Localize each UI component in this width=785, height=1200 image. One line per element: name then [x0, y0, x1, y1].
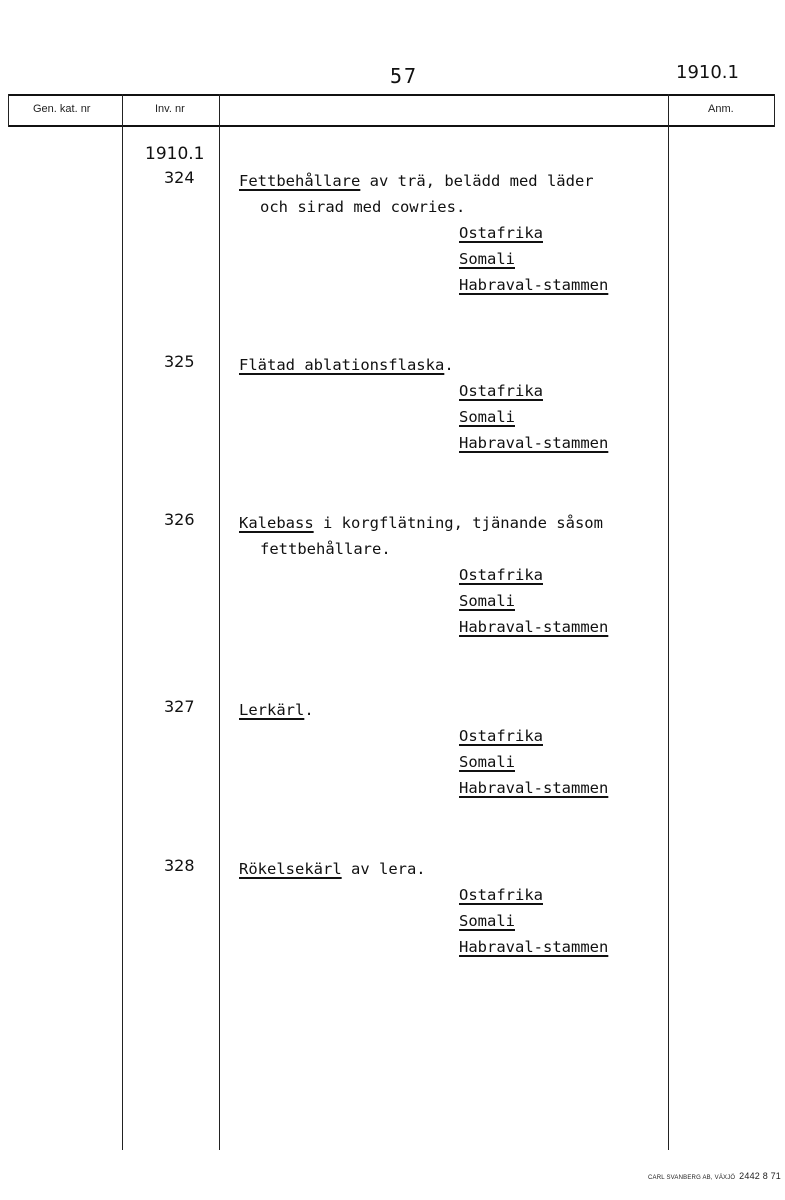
- column-divider: [219, 94, 220, 1150]
- people-label: Somali: [459, 408, 515, 426]
- region-label: Ostafrika: [459, 886, 543, 904]
- column-divider: [668, 94, 669, 1150]
- region-label: Ostafrika: [459, 727, 543, 745]
- region-label: Ostafrika: [459, 224, 543, 242]
- object-description: [239, 697, 659, 723]
- column-header-gen-kat-nr: Gen. kat. nr: [33, 103, 91, 115]
- object-description: [239, 352, 659, 378]
- people-label: Somali: [459, 912, 515, 930]
- people-label: Somali: [459, 753, 515, 771]
- printer-imprint: [648, 1171, 781, 1181]
- object-term: Lerkärl: [239, 701, 305, 719]
- description-text: .: [304, 701, 314, 719]
- object-term: Fettbehållare: [239, 172, 361, 190]
- description-text: .: [444, 356, 454, 374]
- region-label: Ostafrika: [459, 382, 543, 400]
- inventory-number: 324: [164, 168, 195, 187]
- inventory-number: 326: [164, 510, 195, 529]
- accession-number: 1910.1: [676, 62, 739, 83]
- column-header-anm: Anm.: [708, 103, 734, 115]
- object-description: [239, 510, 659, 562]
- form-code: 2442 8 71: [739, 1171, 782, 1181]
- object-description: [239, 856, 659, 882]
- description-text: av trä, belädd med läder: [360, 172, 594, 190]
- tribe-label: Habraval-stammen: [459, 779, 609, 797]
- description-text: av lera.: [341, 860, 426, 878]
- printer-name: CARL SVANBERG AB, VÄXJÖ: [648, 1175, 736, 1181]
- inventory-number: 328: [164, 856, 195, 875]
- tribe-label: Habraval-stammen: [459, 938, 609, 956]
- inventory-number: 327: [164, 697, 195, 716]
- description-text: i korgflätning, tjänande såsom: [313, 514, 603, 532]
- region-label: Ostafrika: [459, 566, 543, 584]
- header-bottom-rule: [8, 125, 775, 127]
- object-description: [239, 168, 659, 220]
- column-divider: [122, 94, 123, 1150]
- tribe-label: Habraval-stammen: [459, 434, 609, 452]
- column-header-inv-nr: Inv. nr: [155, 103, 185, 115]
- inventory-number: 325: [164, 352, 195, 371]
- object-term: Flätad ablationsflaska: [239, 356, 445, 374]
- year-heading: 1910.1: [145, 144, 205, 164]
- description-continuation: och sirad med cowries.: [260, 198, 466, 216]
- object-term: Rökelsekärl: [239, 860, 342, 878]
- object-term: Kalebass: [239, 514, 314, 532]
- people-label: Somali: [459, 592, 515, 610]
- column-divider: [8, 94, 9, 127]
- tribe-label: Habraval-stammen: [459, 618, 609, 636]
- tribe-label: Habraval-stammen: [459, 276, 609, 294]
- column-divider: [774, 94, 775, 127]
- page-number: 57: [390, 64, 419, 88]
- people-label: Somali: [459, 250, 515, 268]
- header-top-rule: [8, 94, 775, 96]
- description-continuation: fettbehållare.: [260, 540, 391, 558]
